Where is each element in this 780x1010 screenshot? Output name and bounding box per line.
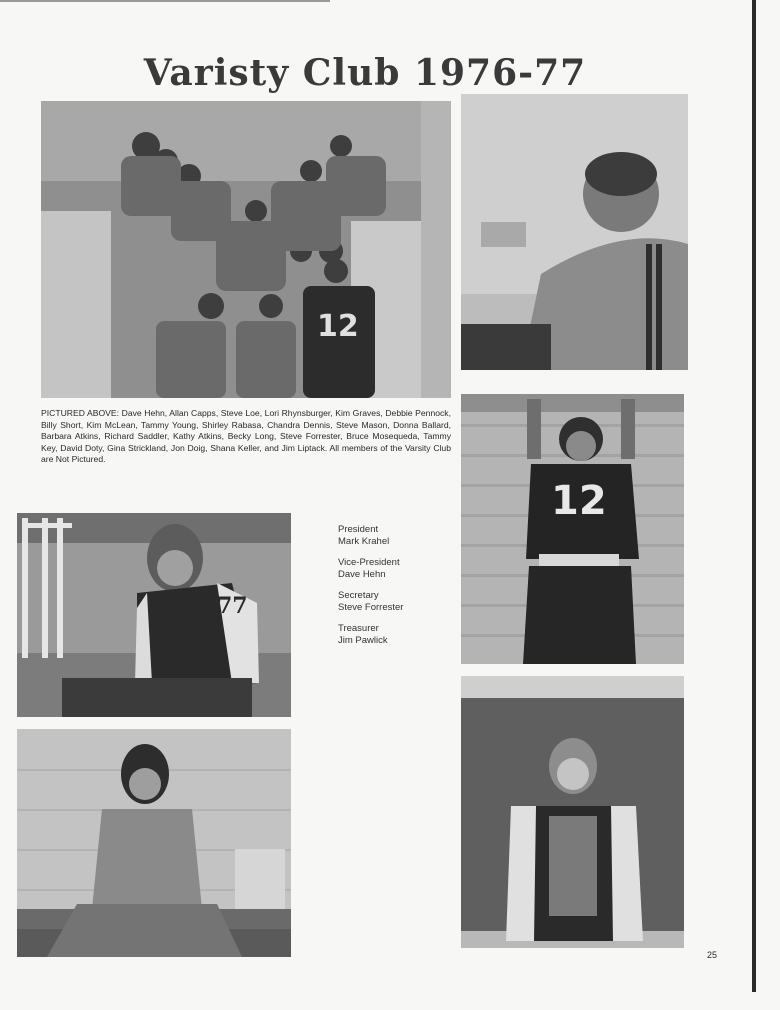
officer-role: Treasurer: [338, 623, 379, 634]
officer-role: Vice-President: [338, 557, 400, 568]
page-title: Varisty Club 1976-77: [143, 52, 587, 94]
page-edge-shadow: [752, 0, 756, 992]
sweater-player-photo: [17, 513, 291, 717]
officer-treasurer: [338, 623, 403, 646]
officer-role: Secretary: [338, 590, 379, 601]
standing-player-photo: [461, 676, 684, 948]
officer-president: [338, 524, 403, 547]
officer-name: Jim Pawlick: [338, 634, 388, 646]
top-rule: [0, 0, 330, 2]
seated-player-photo: [17, 729, 291, 957]
officer-role: President: [338, 524, 379, 535]
officer-vice-president: [338, 557, 403, 580]
officers-list: [338, 524, 403, 656]
group-jersey-number: 12: [317, 309, 359, 344]
sweater-number: 77: [217, 593, 248, 619]
group-photo: [41, 101, 451, 398]
group-caption: PICTURED ABOVE: Dave Hehn, Allan Capps, Steve Loe, Lori Rhynsburger, Kim Graves, Debbie Pennock, Billy Short, Kim McLean, Tammy Young, Shirley Rabasa, Chandra Dennis, Steve Mason, Donna Ballard, Barbara Atkins, Richard Saddler, Kathy Atkins, Becky Long, Steve Forrester, Bruce Mosequeda, Tammy Key, David Doty, Gina Strickland, Jon Doig, Shana Keller, and Jim Liptack. All members of the Varsity Club are Not Pictured.: [41, 408, 451, 464]
page-number: 25: [707, 950, 718, 960]
jersey-player-photo: [461, 394, 684, 664]
officer-name: Mark Krahel: [338, 535, 390, 547]
solo-jersey-number: 12: [551, 478, 607, 524]
officer-secretary: [338, 590, 403, 613]
coach-photo: [461, 94, 688, 370]
officer-name: Dave Hehn: [338, 568, 386, 580]
officer-name: Steve Forrester: [338, 601, 404, 613]
